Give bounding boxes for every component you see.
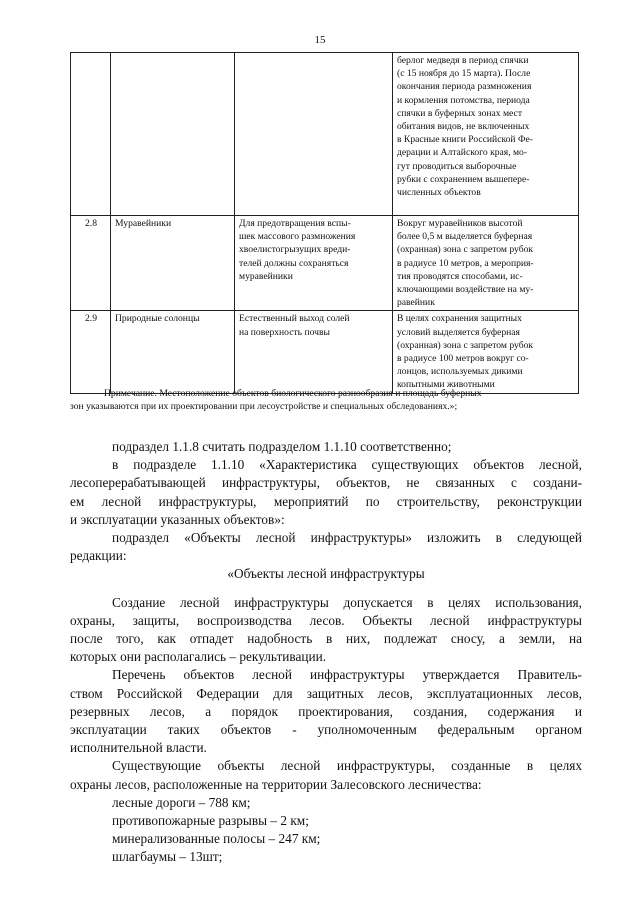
paragraph-list-approval: Перечень объектов лесной инфраструктуры утверждается Правитель- ством Российской Федерации для защитных лесов, эксплуатационных лесов, резервных лесов, а порядок проектирования, создания, содержания и эксплуатации таких объектов - уполномоченным федеральным органом исполнительной власти. bbox=[70, 667, 582, 756]
paragraph-edit-instruction: подраздел «Объекты лесной инфраструктуры» изложить в следующей редакции: bbox=[70, 530, 582, 564]
table-row-continuation bbox=[71, 53, 579, 216]
document-body bbox=[70, 438, 582, 867]
paragraph-renumber: подраздел 1.1.8 считать подразделом 1.1.10 соответственно; bbox=[112, 439, 452, 454]
paragraph-existing-objects: Существующие объекты лесной инфраструктуры, созданные в целях охраны лесов, расположенные на территории Залесовского лесничества: bbox=[70, 758, 582, 792]
requirement-cell: Вокруг муравейников высотой более 0,5 м выделяется буферная (охранная) зона с запретом рубок в радиусе 10 метров, а мероприя- тия проводятся способами, ис- ключающими воздействие на му- равейник bbox=[393, 216, 579, 311]
reason-cell: Для предотвращения вспы- шек массового размножения хвоелистогрызущих вреди- телей должны сохраняться муравейники bbox=[235, 216, 393, 311]
paragraph-subsection-1-1-10: в подразделе 1.1.10 «Характеристика существующих объектов лесной, лесоперерабатывающей инфраструктуры, объектов, не связанных с создани- ем лесной инфраструктуры, мероприятий по строительству, реконструкции и эксплуатации указанных объектов»: bbox=[70, 457, 582, 527]
num-cell: 2.9 bbox=[71, 311, 111, 393]
num-cell bbox=[71, 53, 111, 216]
num-cell: 2.8 bbox=[71, 216, 111, 311]
name-cell bbox=[111, 53, 235, 216]
infrastructure-list bbox=[70, 794, 582, 867]
list-item: лесные дороги – 788 км; bbox=[112, 794, 251, 810]
reason-cell bbox=[235, 53, 393, 216]
page-number: 15 bbox=[314, 34, 326, 46]
requirement-cell: В целях сохранения защитных условий выделяется буферная (охранная) зона с запретом рубок в радиусе 100 метров вокруг со- лонцов, используемых дикими копытными животными bbox=[393, 311, 579, 393]
table-row-anthills bbox=[71, 216, 579, 311]
table-note bbox=[70, 387, 582, 413]
biodiversity-objects-table bbox=[70, 52, 579, 394]
reason-cell: Естественный выход солей на поверхность почвы bbox=[235, 311, 393, 393]
list-item: минерализованные полосы – 247 км; bbox=[112, 831, 321, 847]
note-line: зон указываются при их проектировании при лесоустройстве и специальных обследованиях.»; bbox=[70, 401, 458, 412]
name-cell: Муравейники bbox=[111, 216, 235, 311]
note-line: Примечание. Местоположение объектов биологического разнообразия и площадь буферных bbox=[104, 388, 482, 399]
requirement-cell: берлог медведя в период спячки (с 15 ноября до 15 марта). После окончания периода размножения и кормления потомства, периода спячки в буферных зонах мест обитания видов, не включенных в Красные книги Российской Фе- дерации и Алтайского края, мо- гут проводиться выборочные рубки с сохранением вышепере- численных объектов bbox=[393, 53, 579, 216]
name-cell: Природные солонцы bbox=[111, 311, 235, 393]
table-row-salt-licks bbox=[71, 311, 579, 393]
list-item: противопожарные разрывы – 2 км; bbox=[112, 813, 309, 829]
paragraph-creation: Создание лесной инфраструктуры допускается в целях использования, охраны, защиты, воспроизводства лесов. Объекты лесной инфраструктуры после того, как отпадет надобность в них, подлежат сносу, а земли, на которых они располагались – рекультивации. bbox=[70, 594, 582, 665]
list-item: шлагбаумы – 13шт; bbox=[112, 849, 223, 865]
section-heading: «Объекты лесной инфраструктуры bbox=[227, 566, 425, 582]
